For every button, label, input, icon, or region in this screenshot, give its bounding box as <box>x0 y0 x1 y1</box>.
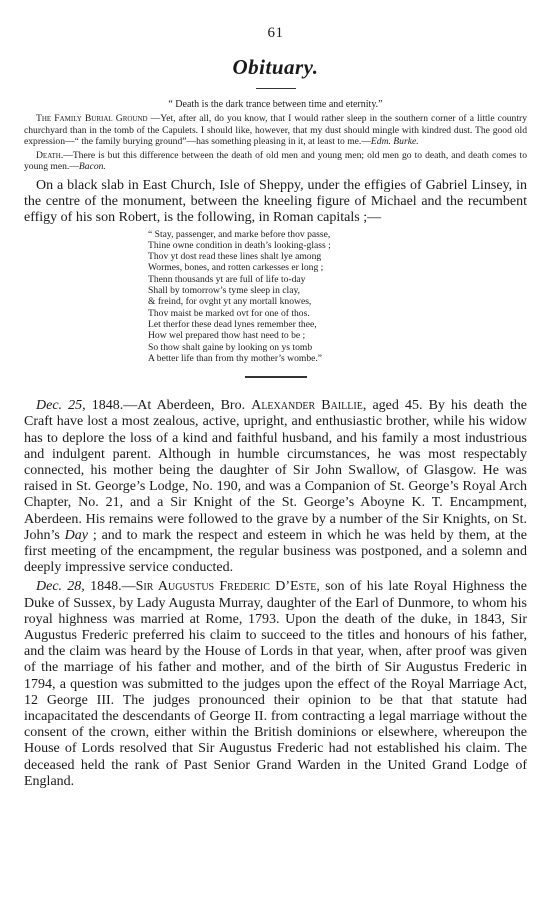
entry-text: , son of his late Royal Highness the Duke of Sussex, by Lady Augusta Murray, daughter of the Earl of Dunmore, to whom his royal highness was married at Rome, 1793. Upon the death of the duke, in 1843, Sir Augustus Frederic preferred his claim to succeed to the titles and honours of his father, and the claim was heard by the House of Lords in that year, when, after proof was given of the marriage of his father and mother, and of the birth of Sir Augustus Frederic in 1794, a question was submitted to the judges upon the effect of the Royal Marriage Act, 12 George III. The judges pronounced their opinion to be that that statute had incapacitated the descendants of George II. from contracting a legal marriage without the consent of the crown, either within the British dominions or elsewhere, whereupon the House of Lords resolved that Sir Augustus Frederic had not established his claim. The deceased held the rank of Past Senior Grand Warden in the United Grand Lodge of England. <box>24 579 528 789</box>
entry-year: 1848.—At Aberdeen, Bro. <box>85 398 252 414</box>
quote-bacon-author: Bacon. <box>78 161 106 173</box>
entry-year: 1848.— <box>84 579 136 595</box>
entry-text: , aged 45. By his death the Craft have lost a most zealous, active, upright, and enthusiastic brother, while his widow has to deplore the loss of a kind and faithful husband, and his family a most industrious and indulgent parent. Although in humble circumstances, he was most respectably connected, his mother being the daughter of Sir John Swallow, of Glasgow. He was raised in St. George’s Lodge, No. 190, and was a Companion of St. George’s Royal Arch Chapter, No. 21, and a Sir Knight of the St. George’s Aboyne K. T. Encampment, Aberdeen. His remains were followed to the grave by a number of the Sir Knights, on St. John’s <box>24 398 527 543</box>
title-divider <box>256 88 296 89</box>
entry-name: Sir Augustus Frederic D’Este <box>135 579 317 595</box>
verse-line: Thov maist be marked ovt for one of thos. <box>148 307 310 319</box>
verse-line: Thov yt dost read these lines shalt lye among <box>148 251 322 263</box>
section-divider <box>245 376 307 378</box>
quote-bacon <box>24 150 527 173</box>
quote-burke <box>24 113 527 148</box>
quote-burke-title: The Family Burial Ground <box>36 113 148 124</box>
verse-line: Let therfor these dead lynes remember thee, <box>148 318 317 330</box>
page-number: 61 <box>267 25 284 41</box>
quote-bacon-title: Death. <box>36 149 64 161</box>
verse-line: How wel prepared thow hast need to be ; <box>148 330 306 342</box>
quote-burke-author: Edm. Burke. <box>370 136 419 148</box>
verse-line: So thow shalt gaine by looking on ys tomb <box>148 341 313 353</box>
entry-text-end: ; and to mark the respect and esteem in which he was held by them, at the first meeting of the encampment, the regular business was postponed, and a solemn and deeply impressive service conducted. <box>24 527 528 576</box>
entry-date: Dec. 25, <box>36 398 86 414</box>
entry-day: Day <box>64 527 88 543</box>
entry-date: Dec. 28, <box>36 579 85 595</box>
page-title: Obituary. <box>232 55 319 79</box>
epitaph-verse <box>148 229 527 365</box>
entry-name: Alexander Baillie <box>251 398 363 414</box>
obituary-entry-deste <box>24 579 527 790</box>
verse-line: Thine owne condition in death’s looking-glass ; <box>148 239 331 251</box>
verse-line: Shall by tomorrow’s tyme sleep in clay, <box>148 285 301 297</box>
quote-bacon-text: —There is but this difference between the death of old men and young men; old men go to death, and death comes to young men.— <box>24 149 527 173</box>
motto: “ Death is the dark trance between time and eternity.” <box>168 99 383 110</box>
quote-burke-text: —Yet, after all, do you know, that I would rather sleep in the southern corner of a little country churchyard than in the tomb of the Capulets. I should like, however, that my dust should mingle with kindred dust. The good old expression—“ the family burying ground”—has something pleasing in it, at least to me.— <box>24 113 527 148</box>
verse-line: Thenn thousands yt are full of life to-day <box>148 273 306 285</box>
verse-line: Wormes, bones, and rotten carkesses er long ; <box>148 262 324 274</box>
obituary-entry-baillie <box>24 398 527 576</box>
verse-line: A better life than from thy mother’s wombe.” <box>148 352 323 364</box>
intro-paragraph: On a black slab in East Church, Isle of Sheppy, under the effigies of Gabriel Linsey, in the centre of the monument, between the kneeling figure of Michael and the recumbent effigy of his son Robert, is the following, in Roman capitals ;— <box>24 177 527 226</box>
verse-line: & freind, for ovght yt any mortall knowes, <box>148 296 312 308</box>
verse-line: “ Stay, passenger, and marke before thov passe, <box>148 228 331 240</box>
